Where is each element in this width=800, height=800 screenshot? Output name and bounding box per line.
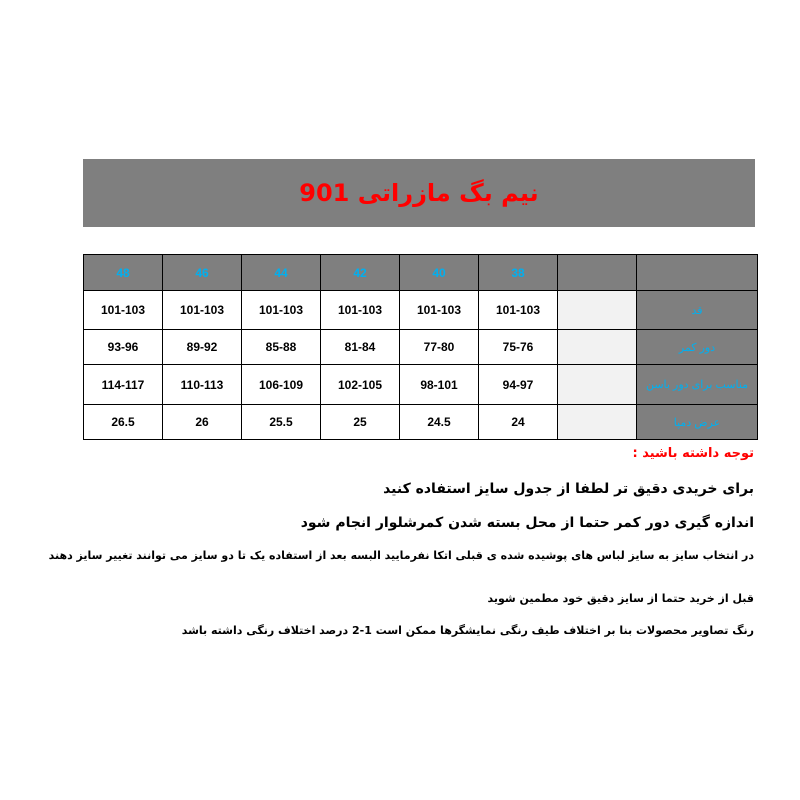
table-cell: 93-96: [84, 330, 163, 365]
row-label: عرض دمپا: [637, 405, 758, 440]
table-cell: 26.5: [84, 405, 163, 440]
table-row-hip: [84, 365, 758, 405]
note-line: در انتخاب سایز به سایز لباس های پوشیده شده ی قبلی اتکا نفرمایید البسه بعد از استفاده یک تا دو سایز می توانند تغییر سایز دهند: [48, 549, 754, 562]
table-cell: 85-88: [242, 330, 321, 365]
empty-cell: [558, 405, 637, 440]
size-header-cell: 46: [163, 255, 242, 291]
table-cell: 77-80: [400, 330, 479, 365]
empty-cell: [558, 291, 637, 330]
product-title: نیم بگ مازراتی 901: [299, 179, 539, 207]
table-cell: 24: [479, 405, 558, 440]
table-cell: 101-103: [242, 291, 321, 330]
empty-cell: [558, 365, 637, 405]
table-cell: 25: [321, 405, 400, 440]
table-cell: 81-84: [321, 330, 400, 365]
table-cell: 106-109: [242, 365, 321, 405]
table-cell: 101-103: [400, 291, 479, 330]
table-cell: 101-103: [163, 291, 242, 330]
table-row-hem: [84, 405, 758, 440]
note-line: اندازه گیری دور کمر حتما از محل بسته شدن کمرشلوار انجام شود: [300, 515, 754, 531]
row-label: مناسب برای دور باسن: [637, 365, 758, 405]
table-cell: 25.5: [242, 405, 321, 440]
table-cell: 114-117: [84, 365, 163, 405]
note-line: رنگ تصاویر محصولات بنا بر اختلاف طیف رنگی نمایشگرها ممکن است 1-2 درصد اختلاف رنگی داشته باشد: [181, 624, 754, 637]
empty-cell: [558, 330, 637, 365]
size-header-cell: 38: [479, 255, 558, 291]
row-label: دور کمر: [637, 330, 758, 365]
size-header-row: [84, 255, 758, 291]
table-cell: 26: [163, 405, 242, 440]
table-cell: 75-76: [479, 330, 558, 365]
table-row-waist: [84, 330, 758, 365]
table-cell: 94-97: [479, 365, 558, 405]
title-banner: [83, 159, 755, 227]
table-cell: 101-103: [479, 291, 558, 330]
table-row-height: [84, 291, 758, 330]
size-header-cell: 44: [242, 255, 321, 291]
row-label: قد: [637, 291, 758, 330]
header-label-empty-cell: [637, 255, 758, 291]
size-header-cell: 42: [321, 255, 400, 291]
size-table: [83, 254, 758, 440]
size-header-cell: 48: [84, 255, 163, 291]
header-empty-cell: [558, 255, 637, 291]
table-cell: 89-92: [163, 330, 242, 365]
table-cell: 24.5: [400, 405, 479, 440]
table-cell: 98-101: [400, 365, 479, 405]
table-cell: 110-113: [163, 365, 242, 405]
table-cell: 101-103: [321, 291, 400, 330]
size-header-cell: 40: [400, 255, 479, 291]
table-cell: 101-103: [84, 291, 163, 330]
table-cell: 102-105: [321, 365, 400, 405]
note-line: قبل از خرید حتما از سایز دقیق خود مطمین شوید: [487, 592, 754, 605]
note-line: برای خریدی دقیق تر لطفا از جدول سایز استفاده کنید: [383, 481, 754, 497]
notes-heading: توجه داشته باشید :: [632, 446, 754, 461]
